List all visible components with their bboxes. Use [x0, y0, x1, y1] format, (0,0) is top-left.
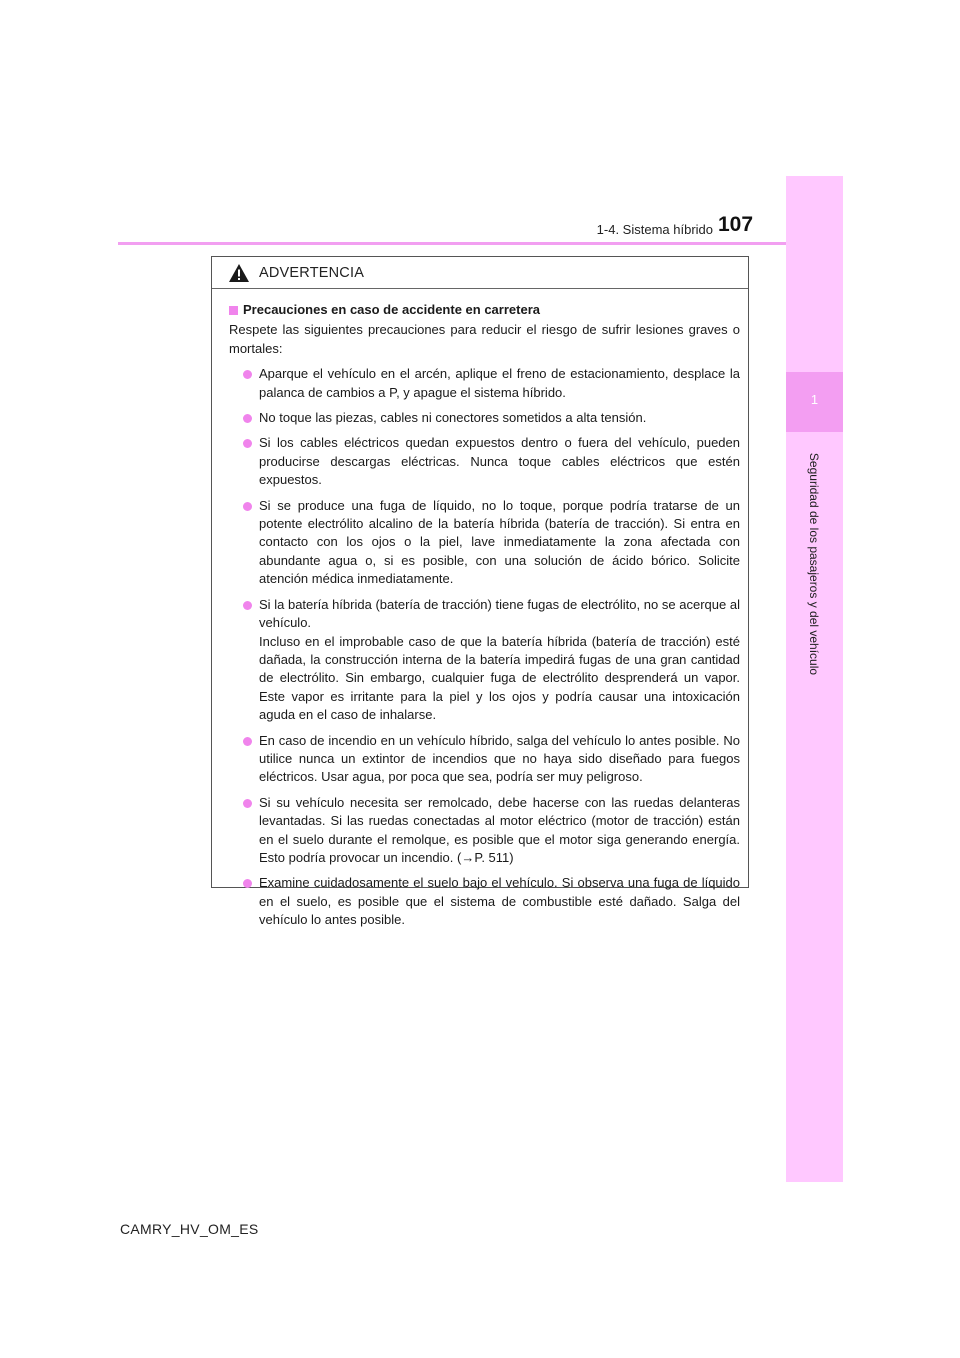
list-item — [229, 596, 740, 725]
square-bullet-icon — [229, 306, 238, 315]
warning-body — [212, 289, 748, 930]
page-number: 107 — [718, 213, 754, 236]
list-item-text: Si los cables eléctricos quedan expuestos dentro o fuera del vehículo, pueden producirse descargas eléctricas. Nunca toque cables eléctricos que estén expuestos. — [259, 435, 740, 488]
header-rule — [118, 242, 786, 245]
document-code: CAMRY_HV_OM_ES — [120, 1221, 259, 1237]
bullet-dot-icon — [243, 414, 252, 423]
list-item-text: No toque las piezas, cables ni conectores sometidos a alta tensión. — [259, 410, 647, 426]
bullet-dot-icon — [243, 879, 252, 888]
chapter-title: Seguridad de los pasajeros y del vehículo — [807, 452, 821, 676]
list-item-text: Si se produce una fuga de líquido, no lo toque, porque podría tratarse de un potente electrólito alcalino de la batería híbrida (batería de tracción). Si entra en contacto con los ojos o la piel, lave inmediatamente la zona afectada con abundante agua o, si es posible, con una solución de ácido bórico. Solicite atención médica inmediatamente. — [259, 497, 740, 587]
list-item-text: En caso de incendio en un vehículo híbrido, salga del vehículo lo antes posible. No utilice nunca un extintor de incendios que no haya sido diseñado para fuegos eléctricos. Usar agua, por poca que sea, podría ser muy peligroso. — [259, 732, 740, 785]
list-item — [229, 365, 740, 402]
list-item — [229, 434, 740, 489]
bullet-dot-icon — [243, 439, 252, 448]
list-item-text-group — [259, 596, 740, 725]
warning-box — [211, 256, 749, 928]
bullet-dot-icon — [243, 799, 252, 808]
section-title: 1-4. Sistema híbrido — [596, 222, 713, 237]
list-item-text: Si la batería híbrida (batería de tracción) tiene fugas de electrólito, no se acerque al vehículo. — [259, 596, 740, 631]
bullet-dot-icon — [243, 601, 252, 610]
list-item — [229, 874, 740, 929]
warning-triangle-icon — [228, 263, 250, 283]
chapter-number: 1 — [810, 392, 819, 407]
side-tab — [786, 176, 843, 1182]
list-item — [229, 497, 740, 589]
warning-title: ADVERTENCIA — [259, 264, 365, 281]
bullet-dot-icon — [243, 502, 252, 511]
list-item-continuation: Incluso en el improbable caso de que la batería híbrida (batería de tracción) esté dañada, la construcción interna de la batería impedirá fugas de una gran cantidad de electrólito. Sin embargo, cualquier fuga de electrólito desprenderá un vapor. Este vapor es irritante para la piel y los ojos y podría causar una intoxicación aguda en el caso de inhalarse. — [259, 633, 740, 723]
bullet-dot-icon — [243, 737, 252, 746]
list-item-text: Aparque el vehículo en el arcén, aplique el freno de estacionamiento, desplace la palanca de cambios a P, y apague el sistema híbrido. — [259, 366, 740, 400]
intro-text: Respete las siguientes precauciones para reducir el riesgo de sufrir lesiones graves o mortales: — [229, 322, 740, 356]
bullet-dot-icon — [243, 370, 252, 379]
section-heading-text: Precauciones en caso de accidente en carretera — [243, 302, 540, 317]
list-item — [229, 732, 740, 787]
list-item-text: Examine cuidadosamente el suelo bajo el vehículo. Si observa una fuga de líquido en el suelo, es posible que el sistema de combustible esté dañado. Salga del vehículo lo antes posible. — [259, 875, 740, 928]
list-item-text: Si su vehículo necesita ser remolcado, debe hacerse con las ruedas delanteras levantadas. Si las ruedas conectadas al motor eléctrico (motor de tracción) están en el suelo durante el remolque, es posible que el motor siga generando energía. Esto podría provocar un incendio. (→P. 511) — [259, 794, 740, 865]
warning-header — [212, 257, 748, 289]
section-heading — [229, 301, 740, 319]
list-item — [229, 409, 740, 427]
list-item — [229, 794, 740, 868]
